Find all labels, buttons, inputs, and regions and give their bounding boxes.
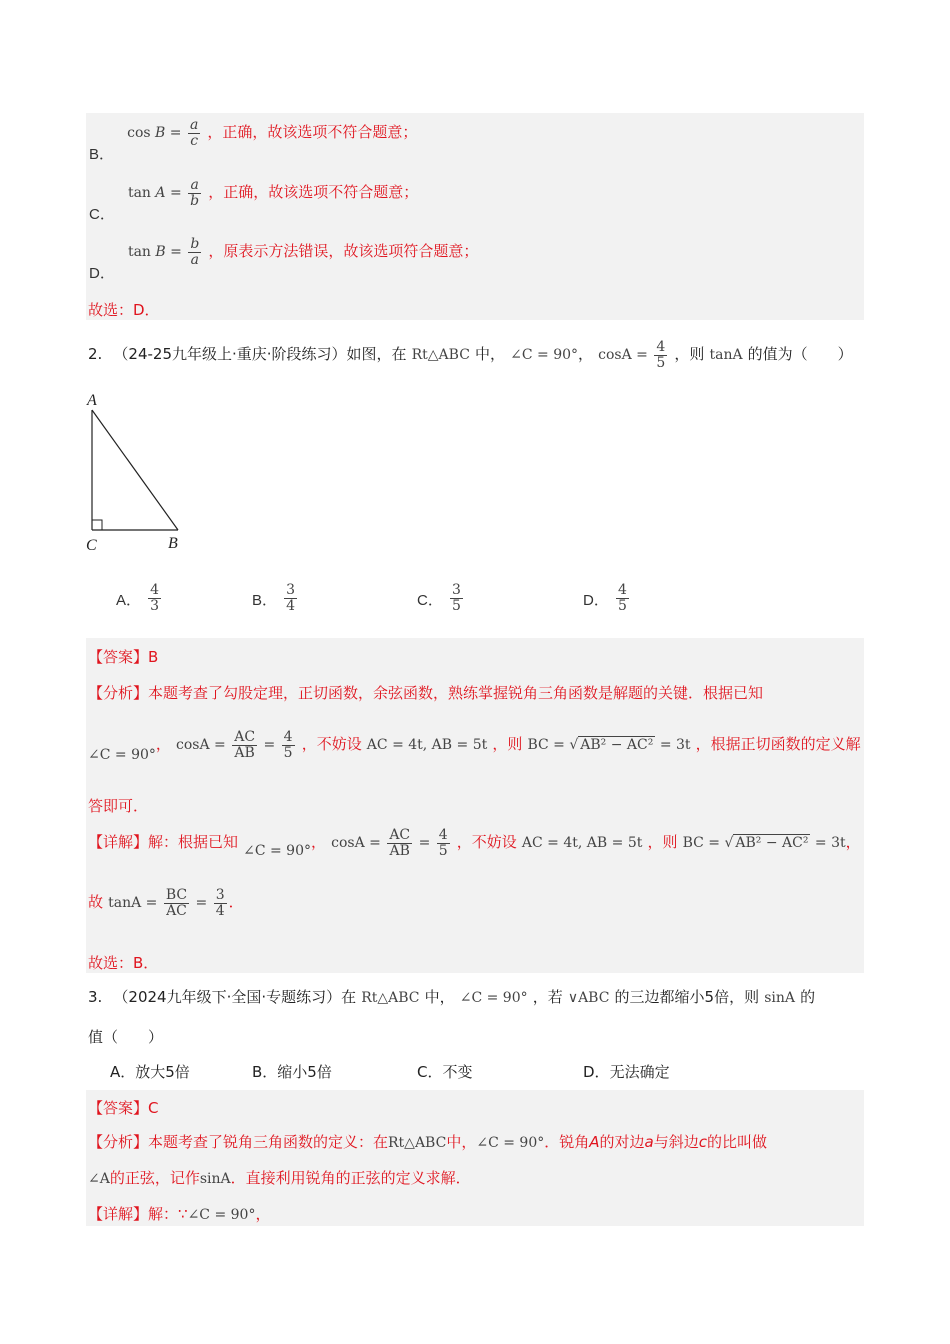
option-label: A． — [110, 1063, 136, 1081]
text: 中， — [475, 345, 506, 364]
q3-option-b[interactable] — [252, 1061, 332, 1082]
angle-c: ∠C = 90° — [476, 1135, 545, 1151]
cos-formula: cosA = $\frac{AC}{AB}$ = $\frac{4}{5}$ — [331, 827, 448, 859]
den: AC — [166, 902, 187, 919]
num: BC — [165, 887, 188, 903]
den: 4 — [215, 902, 225, 919]
question-source: （24-25九年级上·重庆·阶段练习）如图，在 — [113, 345, 407, 364]
text: ，根据正切函数的定义解 — [695, 735, 861, 754]
den: 3 — [150, 597, 160, 614]
q3-option-d[interactable] — [583, 1061, 670, 1082]
option-text: 无法确定 — [609, 1063, 670, 1081]
text: ， — [845, 833, 861, 852]
q2-option-a[interactable] — [116, 583, 163, 613]
prev-choice: 故选：D． — [88, 301, 160, 319]
text: ，不妨设 — [456, 833, 517, 852]
text: BC = — [682, 835, 721, 852]
option-label: D． — [89, 265, 115, 283]
den: 5 — [656, 354, 666, 371]
q2-option-d[interactable] — [583, 583, 631, 613]
den: 5 — [438, 842, 448, 859]
num: 4 — [656, 339, 666, 355]
text: 【详解】解： — [88, 1205, 179, 1223]
num: 4 — [438, 827, 448, 843]
formula: cos B = $\frac{a}{c}$ — [127, 117, 199, 149]
side-ab — [92, 410, 178, 530]
explanation: ，正确，故该选项不符合题意； — [208, 183, 419, 202]
rt-triangle: Rt△ABC — [388, 1135, 447, 1151]
option-text: 放大5倍 — [135, 1063, 190, 1081]
text: ， — [578, 345, 594, 364]
text: c — [698, 1133, 707, 1151]
text: ，则 — [492, 735, 523, 754]
vertex-a: A — [87, 392, 97, 409]
question-number: 2. — [88, 345, 103, 364]
option-label: C． — [417, 591, 443, 609]
text: 故 — [88, 893, 104, 912]
option-label: A． — [116, 591, 142, 609]
text: ， — [255, 1205, 271, 1223]
option-fraction — [450, 583, 463, 613]
option-fraction — [616, 583, 629, 613]
q3-analysis-line2 — [88, 1167, 471, 1188]
formula: tan B = $\frac{b}{a}$ — [127, 236, 200, 268]
option-text: 缩小5倍 — [277, 1063, 332, 1081]
bc-formula: BC = √ AB² − AC² = 3t — [527, 737, 691, 754]
q2-option-b[interactable] — [252, 583, 299, 613]
num: 4 — [617, 582, 627, 598]
question-number: 3. — [88, 988, 103, 1006]
num: 4 — [150, 582, 160, 598]
q2-detail-line1 — [88, 828, 861, 858]
text: a — [644, 1133, 654, 1151]
den: 5 — [283, 744, 293, 761]
text: 的比叫做 — [707, 1133, 768, 1151]
text: BC = — [527, 737, 565, 754]
option-fraction — [148, 583, 161, 613]
sin-a: sinA — [199, 1171, 231, 1187]
right-angle-mark — [92, 520, 102, 530]
option-label: C． — [89, 206, 115, 224]
den: AB — [389, 842, 410, 859]
text: 的正弦，记作 — [109, 1169, 200, 1187]
assumption: AC = 4t, AB = 5t — [366, 737, 488, 754]
num: 3 — [286, 582, 296, 598]
num: 3 — [215, 887, 225, 903]
formula: tan A = $\frac{a}{b}$ — [127, 177, 200, 209]
q2-stem — [88, 340, 853, 370]
den: 4 — [286, 597, 296, 614]
option-label: D． — [583, 591, 609, 609]
text: 的对边 — [599, 1133, 645, 1151]
q2-analysis-line1: 【分析】本题考查了勾股定理，正切函数，余弦函数，熟练掌握锐角三角函数是解题的关键．根据已知 — [88, 684, 764, 702]
text: 的 — [800, 988, 816, 1006]
rt-triangle: Rt△ABC — [411, 347, 470, 364]
angle-c: ∠C = 90° — [88, 747, 156, 764]
option-text: 不变 — [442, 1063, 473, 1081]
prev-option-c — [89, 177, 419, 224]
text: cosA = — [176, 737, 226, 754]
text: cosA = — [331, 835, 381, 852]
cos-a-formula — [598, 339, 669, 371]
q2-option-c[interactable] — [417, 583, 465, 613]
text: 中， — [424, 988, 455, 1006]
text: 的值为（ ） — [747, 345, 853, 364]
sin-a: sinA — [764, 990, 795, 1006]
vertex-c: C — [86, 537, 97, 554]
text: ，则 — [647, 833, 678, 852]
num: AC — [389, 827, 411, 843]
text: 与斜边 — [653, 1133, 699, 1151]
text: ， — [155, 735, 171, 754]
option-fraction — [284, 583, 297, 613]
q2-answer: 【答案】B — [88, 648, 159, 666]
explanation: ，原表示方法错误，故该选项符合题意； — [208, 242, 479, 261]
q3-option-c[interactable] — [417, 1061, 473, 1082]
prev-option-b — [89, 117, 418, 164]
vertex-b: B — [168, 535, 178, 552]
text: ，不妨设 — [301, 735, 362, 754]
q3-detail-line1 — [88, 1203, 270, 1224]
q2-analysis-line2 — [88, 729, 861, 764]
bc-formula: BC = √ AB² − AC² = 3t — [682, 835, 846, 852]
angle-a: ∠A — [88, 1171, 110, 1187]
den: 5 — [451, 597, 461, 614]
text: = 3t — [814, 835, 846, 852]
q3-analysis-line1 — [88, 1131, 767, 1152]
text: 的三边都缩小5倍，则 — [614, 988, 760, 1006]
text: cosA = — [598, 347, 648, 364]
tan-formula: tanA = $\frac{BC}{AC}$ = $\frac{3}{4}$ — [108, 887, 225, 919]
q2-analysis-line3: 答即可． — [88, 797, 149, 815]
assumption: AC = 4t, AB = 5t — [521, 835, 643, 852]
angle-c: ∠C = 90° — [459, 990, 528, 1006]
because-symbol: ∵ — [178, 1205, 188, 1223]
text: ， — [311, 833, 327, 852]
explanation: ，正确，故该选项不符合题意； — [207, 123, 418, 142]
rt-triangle: Rt△ABC — [361, 990, 420, 1006]
cos-formula: cosA = $\frac{AC}{AB}$ = $\frac{4}{5}$ — [176, 729, 293, 761]
option-label: B． — [252, 1063, 278, 1081]
text: ，若 — [532, 988, 563, 1006]
option-label: C． — [417, 1063, 443, 1081]
text: ，则 — [674, 345, 705, 364]
q2-detail-line2 — [88, 888, 244, 918]
q3-stem-line2: 值（ ） — [88, 1028, 164, 1046]
text: A — [589, 1133, 600, 1151]
tan-a: tanA — [709, 347, 743, 364]
angle-c: ∠C = 90° — [187, 1207, 256, 1223]
prev-option-d — [89, 236, 479, 283]
radicand: AB² − AC² — [735, 835, 809, 852]
den: AB — [234, 744, 255, 761]
num: 3 — [451, 582, 461, 598]
question-source: （2024九年级下·全国·专题练习）在 — [113, 988, 357, 1006]
q3-option-a[interactable] — [110, 1061, 190, 1082]
option-label: D． — [583, 1063, 610, 1081]
text: 【分析】本题考查了锐角三角函数的定义：在 — [88, 1133, 389, 1151]
text: 中， — [446, 1133, 477, 1151]
num: 4 — [283, 729, 293, 745]
text: 【详解】解：根据已知 — [88, 833, 239, 852]
text: ．锐角 — [544, 1133, 590, 1151]
angle-c: ∠C = 90° — [510, 347, 579, 364]
q3-stem — [88, 986, 815, 1007]
q2-choice: 故选：B． — [88, 954, 159, 972]
radicand: AB² − AC² — [580, 737, 654, 754]
angle-c: ∠C = 90° — [243, 843, 311, 860]
den: 5 — [617, 597, 627, 614]
triangle: ∨ABC — [567, 990, 610, 1006]
text: = 3t — [659, 737, 691, 754]
option-label: B． — [252, 591, 278, 609]
triangle-figure — [80, 388, 190, 558]
text: tanA = — [108, 895, 158, 912]
num: AC — [234, 729, 256, 745]
text: ．直接利用锐角的正弦的定义求解． — [230, 1169, 471, 1187]
option-label: B． — [89, 146, 115, 164]
text: ． — [228, 893, 244, 912]
q3-answer: 【答案】C — [88, 1099, 159, 1117]
